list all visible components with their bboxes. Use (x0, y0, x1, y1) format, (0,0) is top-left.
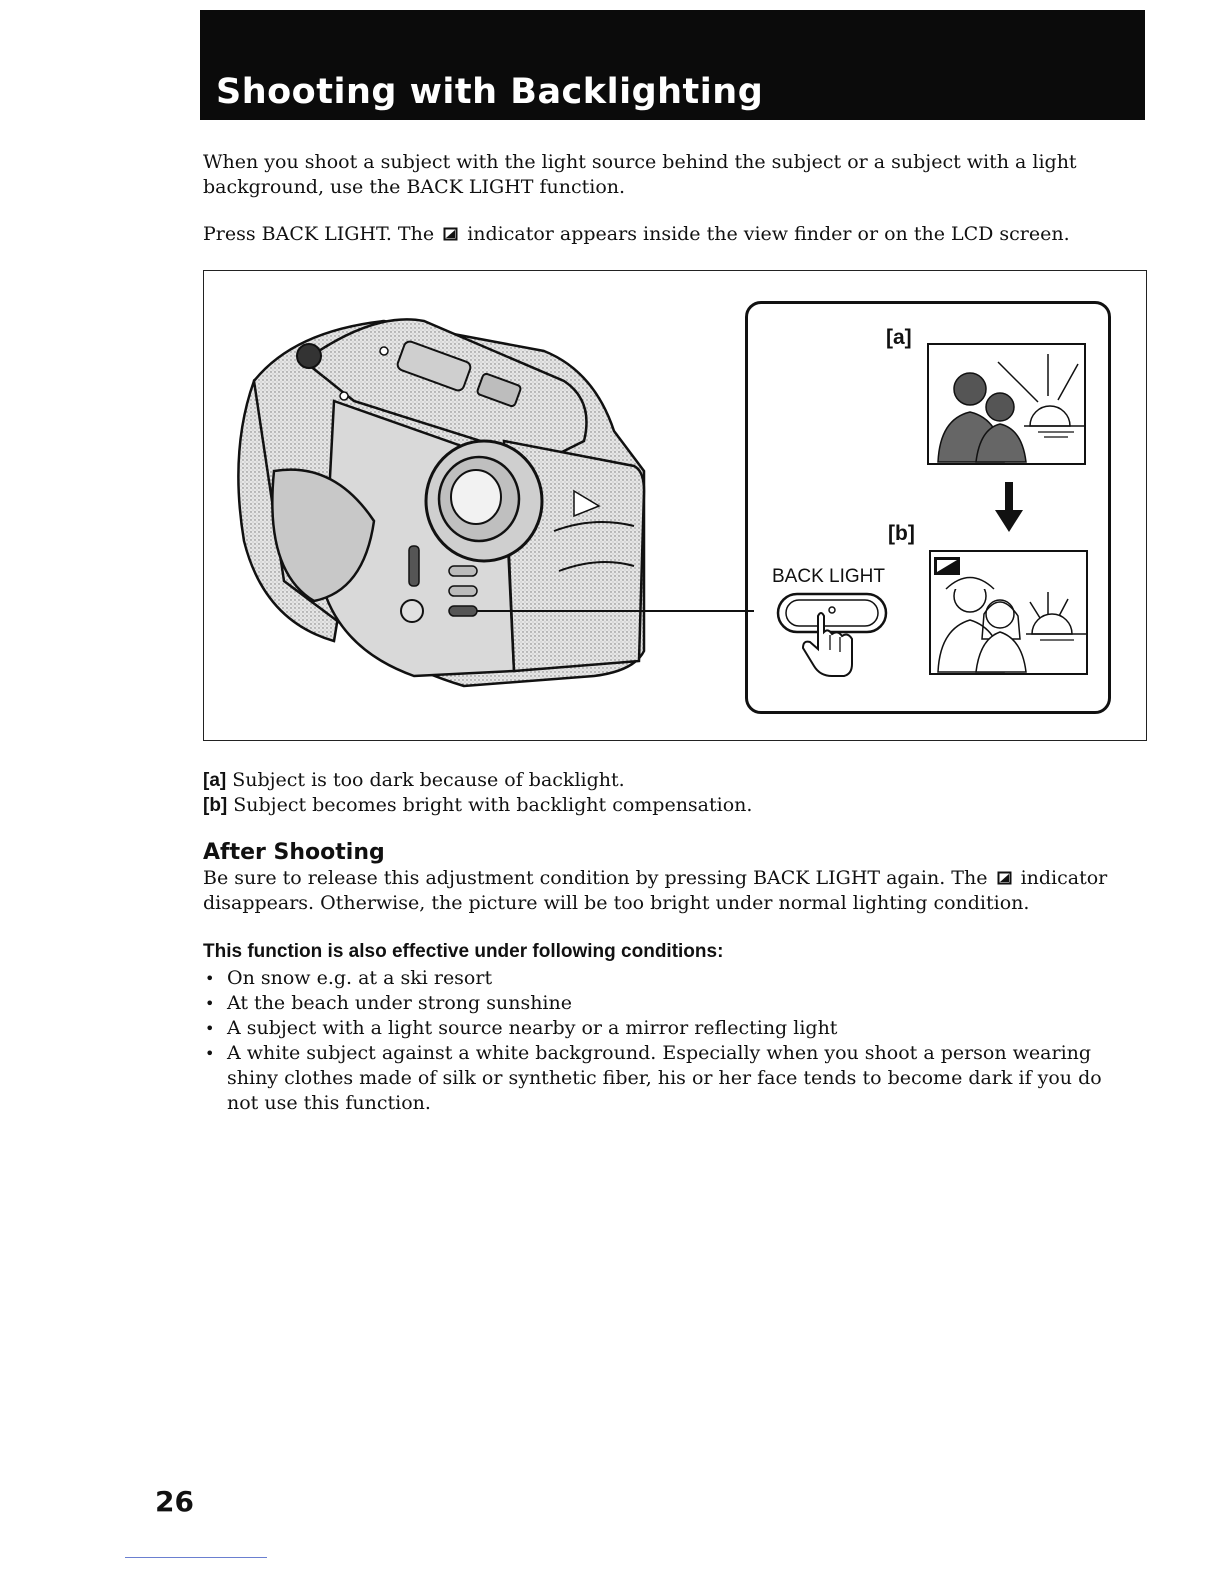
after-shooting-text-before: Be sure to release this adjustment condition by pressing BACK LIGHT again. The (203, 867, 988, 889)
list-item: • At the beach under strong sunshine (203, 991, 1133, 1016)
caption-a-key: [a] (203, 770, 227, 791)
intro-paragraph: When you shoot a subject with the light source behind the subject or a subject with a light background, use the BACK LIGHT function. (203, 151, 1077, 198)
press-text-before: Press BACK LIGHT. The (203, 223, 435, 245)
down-arrow-icon (995, 482, 1023, 532)
panel-graphics (748, 304, 1108, 711)
backlight-indicator-icon (997, 871, 1012, 885)
press-text-after: indicator appears inside the view finder or on the LCD screen. (467, 223, 1070, 245)
footer-divider (125, 1557, 267, 1558)
backlight-button-label: BACK LIGHT (772, 566, 885, 587)
press-instruction (203, 222, 1153, 247)
caption-b (203, 793, 752, 818)
backlight-indicator-icon (443, 227, 458, 241)
caption-b-key: [b] (203, 795, 228, 816)
label-a: [a] (886, 326, 912, 349)
figure-box (203, 270, 1147, 741)
scene-a-frame (928, 344, 1085, 464)
backlight-panel (745, 301, 1111, 714)
camcorder-illustration (214, 291, 754, 721)
conditions-list (203, 966, 1133, 1116)
after-shooting-paragraph (203, 866, 1143, 916)
page-title: Shooting with Backlighting (216, 72, 764, 112)
list-item: • A subject with a light source nearby or a mirror reflecting light (203, 1016, 1133, 1041)
caption-a-text: Subject is too dark because of backlight. (232, 769, 625, 791)
after-shooting-text-after: indicator disappears. Otherwise, the picture will be too bright under normal lighting condition. (203, 867, 1108, 914)
page-number: 26 (155, 1485, 194, 1518)
backlight-button (778, 594, 886, 632)
list-item: • A white subject against a white background. Especially when you shoot a person wearing shiny clothes made of silk or synthetic fiber, his or her face tends to become dark if you do not use this function. (203, 1041, 1133, 1116)
caption-a (203, 768, 625, 793)
scene-b-frame (930, 551, 1087, 674)
after-shooting-heading: After Shooting (203, 840, 385, 865)
title-bar (200, 10, 1145, 120)
list-item: • On snow e.g. at a ski resort (203, 966, 1133, 991)
caption-b-text: Subject becomes bright with backlight compensation. (233, 794, 753, 816)
conditions-heading: This function is also effective under following conditions: (203, 941, 724, 962)
label-b: [b] (888, 522, 915, 545)
